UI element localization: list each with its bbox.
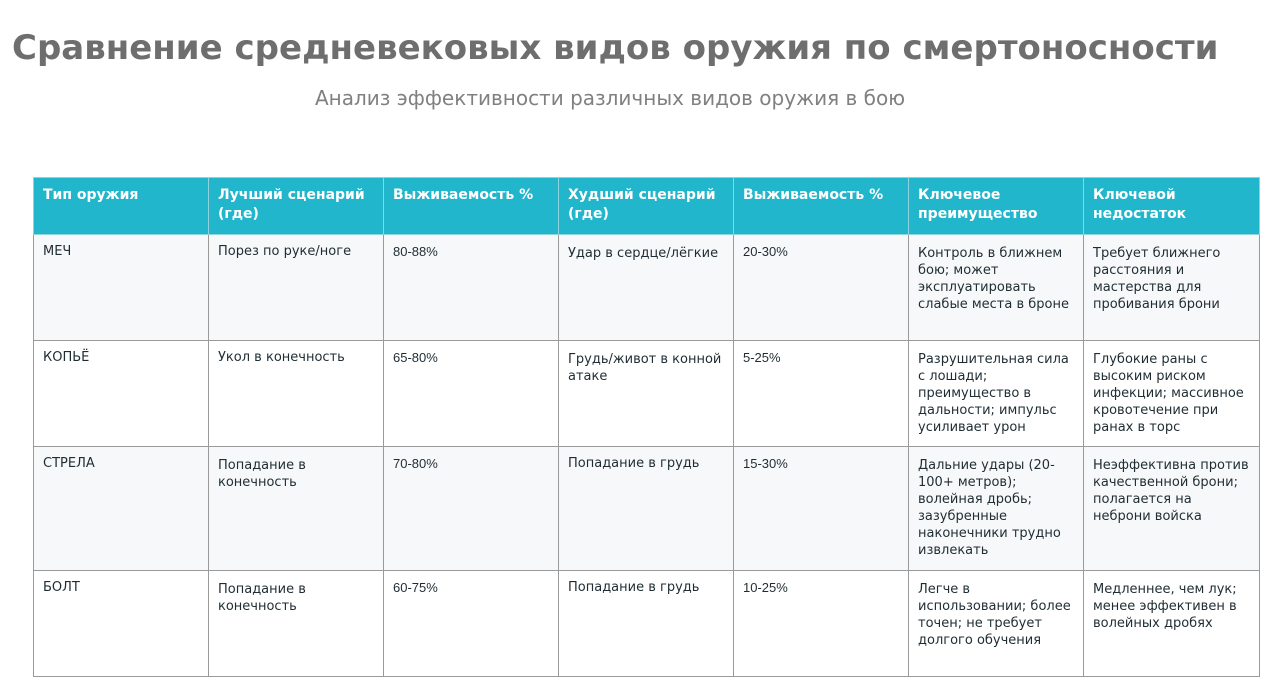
table-row bbox=[34, 447, 1260, 571]
cell-key-advantage-text: Контроль в ближнем бою; может эксплуатировать слабые места в броне bbox=[918, 246, 1069, 312]
column-header-key-advantage: Ключевое преимущество bbox=[909, 178, 1084, 235]
cell-worst-survival: 5-25% bbox=[734, 341, 909, 447]
cell-worst-scenario bbox=[559, 341, 734, 447]
cell-best-survival: 80-88% bbox=[384, 235, 559, 341]
cell-key-disadvantage bbox=[1084, 447, 1260, 571]
cell-key-advantage-text: Дальние удары (20-100+ метров); волейная дробь; зазубренные наконечники трудно извлекать bbox=[918, 458, 1061, 558]
cell-weapon-type: КОПЬЁ bbox=[34, 341, 209, 447]
cell-best-scenario bbox=[209, 447, 384, 571]
cell-key-disadvantage-text: Глубокие раны с высоким риском инфекции; массивное кровотечение при ранах в торс bbox=[1093, 352, 1244, 435]
cell-key-disadvantage-text: Медленнее, чем лук; менее эффективен в волейных дробях bbox=[1093, 582, 1237, 631]
table-row bbox=[34, 341, 1260, 447]
cell-weapon-type: БОЛТ bbox=[34, 571, 209, 677]
cell-best-survival: 60-75% bbox=[384, 571, 559, 677]
cell-key-advantage-text: Разрушительная сила с лошади; преимущество в дальности; импульс усиливает урон bbox=[918, 352, 1069, 435]
cell-key-advantage bbox=[909, 447, 1084, 571]
table-row bbox=[34, 235, 1260, 341]
column-header-weapon-type: Тип оружия bbox=[34, 178, 209, 235]
cell-best-scenario-text: Попадание в конечность bbox=[218, 458, 306, 490]
cell-key-disadvantage-text: Неэффективна против качественной брони; полагается на неброни войска bbox=[1093, 458, 1249, 524]
cell-key-advantage bbox=[909, 235, 1084, 341]
cell-key-advantage-text: Легче в использовании; более точен; не требует долгого обучения bbox=[918, 582, 1071, 648]
cell-key-disadvantage bbox=[1084, 235, 1260, 341]
cell-worst-scenario bbox=[559, 235, 734, 341]
column-header-key-disadvantage: Ключевой недостаток bbox=[1084, 178, 1260, 235]
cell-best-scenario: Порез по руке/ноге bbox=[209, 235, 384, 341]
cell-key-disadvantage bbox=[1084, 341, 1260, 447]
page-subtitle: Анализ эффективности различных видов оружия в бою bbox=[314, 86, 906, 110]
cell-worst-survival: 20-30% bbox=[734, 235, 909, 341]
cell-worst-survival: 15-30% bbox=[734, 447, 909, 571]
cell-best-scenario bbox=[209, 571, 384, 677]
cell-best-scenario-text: Попадание в конечность bbox=[218, 582, 306, 614]
table-header-row bbox=[34, 178, 1260, 235]
cell-best-survival: 70-80% bbox=[384, 447, 559, 571]
page-title: Сравнение средневековых видов оружия по смертоносности bbox=[12, 28, 1219, 68]
column-header-worst-scenario: Худший сценарий (где) bbox=[559, 178, 734, 235]
column-header-best-scenario: Лучший сценарий (где) bbox=[209, 178, 384, 235]
cell-worst-scenario-text: Удар в сердце/лёгкие bbox=[568, 246, 719, 261]
cell-best-scenario: Укол в конечность bbox=[209, 341, 384, 447]
cell-best-survival: 65-80% bbox=[384, 341, 559, 447]
weapon-comparison-table bbox=[33, 177, 1260, 677]
cell-weapon-type: СТРЕЛА bbox=[34, 447, 209, 571]
cell-worst-scenario-text: Грудь/живот в конной атаке bbox=[568, 352, 722, 384]
cell-worst-survival: 10-25% bbox=[734, 571, 909, 677]
column-header-worst-survival: Выживаемость % bbox=[734, 178, 909, 235]
cell-key-advantage bbox=[909, 571, 1084, 677]
cell-worst-scenario: Попадание в грудь bbox=[559, 447, 734, 571]
cell-weapon-type: МЕЧ bbox=[34, 235, 209, 341]
cell-key-disadvantage-text: Требует ближнего расстояния и мастерства для пробивания брони bbox=[1093, 246, 1221, 312]
cell-worst-scenario: Попадание в грудь bbox=[559, 571, 734, 677]
column-header-best-survival: Выживаемость % bbox=[384, 178, 559, 235]
table-row bbox=[34, 571, 1260, 677]
cell-key-disadvantage bbox=[1084, 571, 1260, 677]
cell-key-advantage bbox=[909, 341, 1084, 447]
